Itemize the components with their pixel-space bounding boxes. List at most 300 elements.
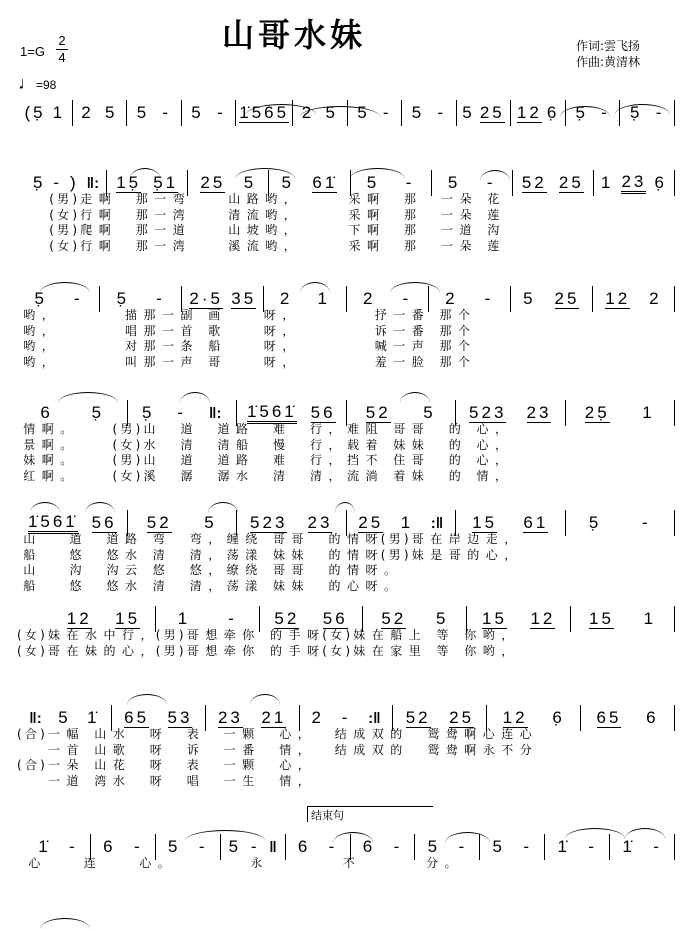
lyric-char: 在: [371, 643, 384, 658]
lyric-char: [406, 727, 415, 743]
lyric-char: (: [49, 223, 54, 237]
lyric-char: 副: [180, 308, 193, 322]
lyric-char: 绕: [245, 563, 258, 577]
lyric-char: 呀: [149, 773, 162, 788]
lyric-char: 哟: [23, 308, 36, 322]
lyric-char: 一: [223, 773, 236, 788]
lyric-char: [39, 548, 48, 564]
lyric-char: [288, 422, 297, 438]
note: 6: [297, 837, 311, 856]
lyric-char: [299, 192, 308, 208]
lyric-char: [62, 856, 71, 872]
lyric-char: [177, 548, 186, 564]
lyric-char: [205, 422, 214, 438]
lyric-char: ，: [494, 422, 507, 436]
lyric-char: 哟: [265, 223, 278, 237]
lyric-char: 啊: [41, 437, 54, 452]
lyric-char: [82, 743, 91, 759]
lyric-char: 山: [94, 727, 107, 741]
lyric-char: [224, 355, 233, 371]
lyric-char: 鸳: [427, 742, 440, 757]
lyric-char: 男: [120, 453, 133, 467]
lyric-char: [251, 308, 260, 324]
lyric-char: 心: [482, 727, 495, 741]
lyric-char: [85, 548, 94, 564]
lyric-char: 山: [228, 192, 241, 206]
lyric-char: ，: [282, 339, 295, 353]
lyric-char: [94, 324, 103, 340]
lyric-char: 船: [235, 437, 248, 452]
lyric-char: [108, 856, 117, 872]
lyric-char: 男: [388, 532, 401, 546]
lyrics-block: [20, 308, 473, 370]
lyric-char: ): [40, 727, 45, 741]
lyric-char: (: [322, 628, 327, 642]
note: 6̣: [546, 103, 560, 122]
dash-note: -: [641, 513, 651, 532]
lyric-char: [307, 579, 316, 595]
dash-note: -: [73, 289, 83, 308]
lyric-char: [103, 438, 112, 454]
lyric-char: 男: [120, 422, 133, 436]
measure: [182, 100, 237, 126]
lyric-char: [85, 532, 94, 548]
lyric-char: [251, 438, 260, 454]
lyric-char: 啊: [366, 238, 379, 253]
lyric-char: 妹: [23, 453, 36, 467]
lyric-char: ): [345, 628, 351, 642]
lyric-char: 妹: [411, 437, 424, 452]
lyric-char: [66, 355, 75, 371]
lyric-char: 情: [279, 742, 292, 757]
note: 2: [81, 103, 94, 122]
lyric-char: 你: [242, 643, 255, 658]
lyric-char: [128, 743, 137, 759]
lyric-char: [288, 469, 297, 485]
lyric-char: ): [135, 453, 141, 467]
lyric-char: [325, 308, 334, 324]
lyric-char: [233, 355, 242, 371]
lyric-char: 哥: [272, 532, 285, 546]
lyric-char: [140, 579, 149, 595]
double-barline: ‖: [269, 838, 277, 856]
lyric-char: [251, 355, 260, 371]
lyric-char: [26, 743, 35, 759]
lyric-char: 脸: [411, 354, 424, 369]
lyric-char: 弯: [189, 532, 202, 546]
lyrics-block: [17, 727, 535, 789]
measure: [581, 705, 675, 731]
lyrics-block: [25, 856, 460, 872]
lyric-char: [436, 438, 445, 454]
lyric-char: 喊: [374, 339, 387, 353]
lyric-char: [205, 438, 214, 454]
lyric-char: [196, 339, 205, 355]
repeat-end-barline: :‖: [430, 514, 444, 532]
lyric-char: 手: [288, 643, 301, 658]
lyric-char: [267, 758, 276, 774]
dash-note: -: [156, 289, 165, 308]
lyric-char: 一: [154, 192, 167, 206]
lyric-char: [114, 223, 123, 239]
lyric-char: 羞: [374, 354, 387, 369]
lyric-char: 船: [208, 339, 221, 353]
lyric-char: ，: [208, 532, 221, 546]
lyric-char: [419, 223, 428, 239]
lyric-char: [85, 355, 94, 371]
lyric-char: [313, 743, 322, 759]
lyric-char: [429, 208, 438, 224]
lyric-char: [316, 548, 325, 564]
lyric-char: 道: [217, 422, 230, 436]
lyric-char: [266, 856, 275, 872]
lyric-char: [415, 743, 424, 759]
lyric-char: ，: [494, 468, 507, 483]
lyric-char: [427, 324, 436, 340]
note: 25̣: [584, 402, 610, 422]
lyric-char: 边: [467, 532, 480, 546]
lyric-char: [103, 355, 112, 371]
lyric-char: [159, 422, 168, 438]
lyric-char: 那: [135, 238, 148, 253]
lyric-char: [362, 355, 371, 371]
lyric-char: [201, 856, 210, 872]
slur-arc: [40, 282, 90, 293]
note: 15̣: [116, 172, 142, 192]
lyric-char: [224, 324, 233, 340]
lyric-char: [103, 422, 112, 438]
lyric-char: [419, 192, 428, 208]
lyric-char: [381, 422, 390, 438]
slur-arc: [185, 830, 265, 841]
note: 25: [200, 172, 226, 192]
dash-note: -: [655, 103, 665, 122]
lyric-char: [137, 727, 146, 743]
note: 6̣: [654, 173, 667, 192]
slur-arc: [250, 694, 280, 705]
lyric-char: ，: [501, 643, 514, 658]
lyric-char: 一: [154, 238, 167, 253]
lyric-char: 那: [135, 207, 148, 222]
lyric-char: [318, 192, 327, 208]
lyric-char: [251, 453, 260, 469]
lyric-char: [321, 856, 330, 872]
measure: [73, 100, 128, 126]
dash-note: -: [393, 837, 403, 856]
lyric-char: [48, 532, 57, 548]
lyric-char: [318, 223, 327, 239]
lyric-char: [207, 192, 216, 208]
lyric-char: 诉: [186, 742, 199, 757]
lyric-char: [238, 856, 247, 872]
note: 1: [52, 103, 66, 122]
lyric-char: 妹: [84, 643, 97, 658]
lyric-char: [94, 422, 103, 438]
lyric-char: 道: [180, 453, 193, 467]
lyric-char: 的: [390, 727, 403, 741]
lyric-char: [299, 208, 308, 224]
lyric-char: [386, 856, 395, 872]
lyric-char: 水: [235, 468, 248, 483]
lyric-char: 啊: [366, 207, 379, 222]
lyric-char: 结: [334, 727, 347, 741]
lyric-char: [165, 774, 174, 790]
lyric-char: 朵: [459, 192, 472, 206]
lyric-char: 表: [186, 727, 199, 741]
note: 1: [317, 289, 330, 308]
lyric-char: [177, 532, 186, 548]
lyric-char: 女: [57, 238, 70, 253]
lyric-char: 呀: [365, 563, 378, 577]
lyric-char: [94, 453, 103, 469]
lyric-char: [196, 469, 205, 485]
lyric-char: ，: [328, 422, 341, 436]
lyric-char: [128, 727, 137, 743]
lyric-char: [85, 339, 94, 355]
dash-note: -: [402, 289, 412, 308]
lyric-char: [395, 856, 404, 872]
lyric-char: 鸯: [445, 742, 458, 757]
note: 6̣: [552, 708, 565, 727]
note: 1: [642, 403, 655, 422]
note: 5: [447, 173, 461, 192]
note: 23: [307, 512, 333, 532]
lyric-char: 永: [250, 856, 263, 870]
lyric-char: ，: [494, 453, 507, 467]
lyric-char: ): [135, 468, 141, 483]
lyric-line: [17, 727, 535, 743]
lyric-char: 的: [467, 547, 480, 562]
lyric-char: 难: [272, 453, 285, 467]
lyric-char: [57, 548, 66, 564]
dash-note: -: [133, 837, 143, 856]
lyric-char: [284, 856, 293, 872]
lyric-char: [298, 469, 307, 485]
lyric-char: [335, 355, 344, 371]
lyric-line: [17, 628, 517, 644]
lyric-char: 个: [457, 354, 470, 369]
lyric-char: [464, 438, 473, 454]
lyric-char: 那: [143, 354, 156, 369]
lyric-char: 牵: [223, 628, 236, 642]
lyric-char: [224, 339, 233, 355]
note: 5: [435, 609, 449, 628]
lyric-char: [392, 239, 401, 255]
lyric-char: 女: [330, 628, 343, 642]
lyric-char: 水: [112, 727, 125, 741]
lyric-char: [57, 355, 66, 371]
lyric-char: 哟: [23, 323, 36, 338]
lyric-char: [261, 579, 270, 595]
lyric-char: [344, 339, 353, 355]
note: 56: [91, 512, 117, 532]
lyric-char: 首: [66, 742, 79, 757]
lyric-char: [429, 239, 438, 255]
lyric-char: [85, 579, 94, 595]
lyric-char: [216, 208, 225, 224]
lyric-char: [427, 422, 436, 438]
note: ): [70, 173, 79, 192]
lyric-char: 那: [403, 207, 416, 222]
lyric-char: 歌: [208, 323, 221, 338]
lyric-char: 呀: [263, 323, 276, 338]
lyric-char: [242, 308, 251, 324]
lyric-char: 水: [124, 578, 137, 593]
lyric-char: [475, 223, 484, 239]
note: 5: [357, 103, 370, 122]
lyric-char: [316, 339, 325, 355]
lyric-char: [313, 727, 322, 743]
slur-arc: [127, 694, 167, 705]
lyric-char: 行: [80, 238, 93, 253]
lyric-char: ): [72, 192, 78, 206]
time-bottom: 4: [58, 50, 66, 65]
lyric-char: 采: [348, 192, 361, 206]
lyric-char: [381, 453, 390, 469]
note: 12: [605, 288, 631, 308]
lyric-char: 心: [346, 578, 359, 593]
lyric-char: 山: [94, 758, 107, 772]
lyric-char: [76, 355, 85, 371]
lyric-char: [159, 469, 168, 485]
lyric-char: 山: [143, 422, 156, 436]
lyric-char: 山: [94, 742, 107, 757]
lyric-char: [103, 308, 112, 324]
lyric-char: ，: [297, 773, 310, 788]
lyric-char: [177, 579, 186, 595]
lyric-char: 缠: [226, 532, 239, 546]
lyric-char: [436, 422, 445, 438]
lyric-char: 女: [57, 207, 70, 222]
lyric-char: [258, 758, 267, 774]
lyric-char: [165, 758, 174, 774]
lyric-char: [382, 208, 391, 224]
note: 6: [646, 708, 659, 727]
lyric-line: [20, 339, 473, 355]
lyric-char: 那: [135, 192, 148, 206]
lyric-char: [464, 453, 473, 469]
lyric-char: 缭: [226, 563, 239, 577]
lyric-char: 山: [23, 563, 36, 577]
lyric-char: [298, 339, 307, 355]
lyrics-block: [20, 422, 510, 484]
lyric-char: 心: [279, 727, 292, 741]
slur-arc: [58, 392, 118, 403]
lyric-char: ，: [41, 339, 54, 353]
tempo-value: =98: [36, 78, 57, 92]
lyric-char: 上: [408, 628, 421, 642]
lyric-char: [267, 774, 276, 790]
lyric-char: 那: [403, 238, 416, 253]
note: 5̣1: [153, 172, 179, 192]
lyric-char: 在: [66, 643, 79, 658]
lyric-char: [219, 856, 228, 872]
note: 52: [146, 512, 172, 532]
repeat-start-barline: ‖:: [209, 404, 222, 422]
lyric-char: [123, 239, 132, 255]
lyric-char: [233, 308, 242, 324]
lyric-char: 哥: [411, 453, 424, 467]
lyric-char: [353, 324, 362, 340]
lyric-char: [85, 563, 94, 579]
note: 5̣: [34, 289, 47, 308]
lyric-char: 的: [269, 643, 282, 658]
lyric-char: [168, 532, 177, 548]
lyric-char: [464, 422, 473, 438]
note: 5̣: [575, 103, 588, 122]
lyric-char: 那: [135, 223, 148, 237]
lyric-char: 淌: [365, 468, 378, 483]
lyric-char: [362, 339, 371, 355]
lyric-char: 歌: [112, 742, 125, 757]
lyric-char: [114, 192, 123, 208]
note: 523: [469, 402, 507, 422]
lyric-char: [251, 422, 260, 438]
lyric-char: [216, 239, 225, 255]
lyric-char: 莲: [487, 238, 500, 253]
lyric-char: 双: [371, 727, 384, 741]
lyric-char: 一: [161, 323, 174, 338]
lyric-char: [94, 308, 103, 324]
lyric-char: [48, 563, 57, 579]
lyric-char: [17, 743, 26, 759]
lyric-char: (: [17, 758, 22, 772]
lyric-char: [76, 438, 85, 454]
lyric-char: [362, 324, 371, 340]
lyric-char: 鸳: [427, 727, 440, 741]
note: 15: [482, 608, 507, 628]
lyric-char: [336, 192, 345, 208]
lyric-char: ，: [328, 468, 341, 483]
lyric-char: 心: [121, 643, 134, 658]
lyric-char: 朵: [459, 238, 472, 253]
note: 65: [596, 707, 622, 727]
time-signature: [56, 34, 68, 65]
lyric-char: [40, 208, 49, 224]
lyric-char: [224, 308, 233, 324]
note: 6: [103, 837, 116, 856]
lyric-char: 的: [328, 578, 341, 593]
lyric-char: 道: [180, 422, 193, 436]
lyric-char: [48, 579, 57, 595]
lyric-char: 不: [342, 856, 355, 870]
measure: [457, 100, 512, 126]
lyric-char: 的: [448, 422, 461, 436]
lyric-char: [312, 856, 321, 872]
lyricist: 作词:雲飞扬: [576, 39, 641, 53]
lyric-char: [188, 223, 197, 239]
lyric-char: 一: [440, 207, 453, 222]
lyric-char: [318, 239, 327, 255]
lyric-char: 情: [346, 547, 359, 562]
lyric-char: [94, 355, 103, 371]
lyric-char: [299, 239, 308, 255]
measure: [18, 100, 73, 126]
lyric-char: [452, 628, 461, 644]
lyric-char: ，: [282, 308, 295, 322]
lyric-char: [475, 239, 484, 255]
note: 35: [231, 288, 257, 308]
lyric-char: 沟: [106, 563, 119, 577]
lyric-char: 水: [124, 547, 137, 562]
lyric-char: [118, 856, 127, 872]
lyric-char: [94, 579, 103, 595]
lyric-char: 妹: [393, 437, 406, 452]
note: (5̣: [24, 103, 46, 122]
lyric-char: [211, 774, 220, 790]
lyric-char: 的: [448, 437, 461, 452]
lyric-char: 着: [393, 468, 406, 483]
